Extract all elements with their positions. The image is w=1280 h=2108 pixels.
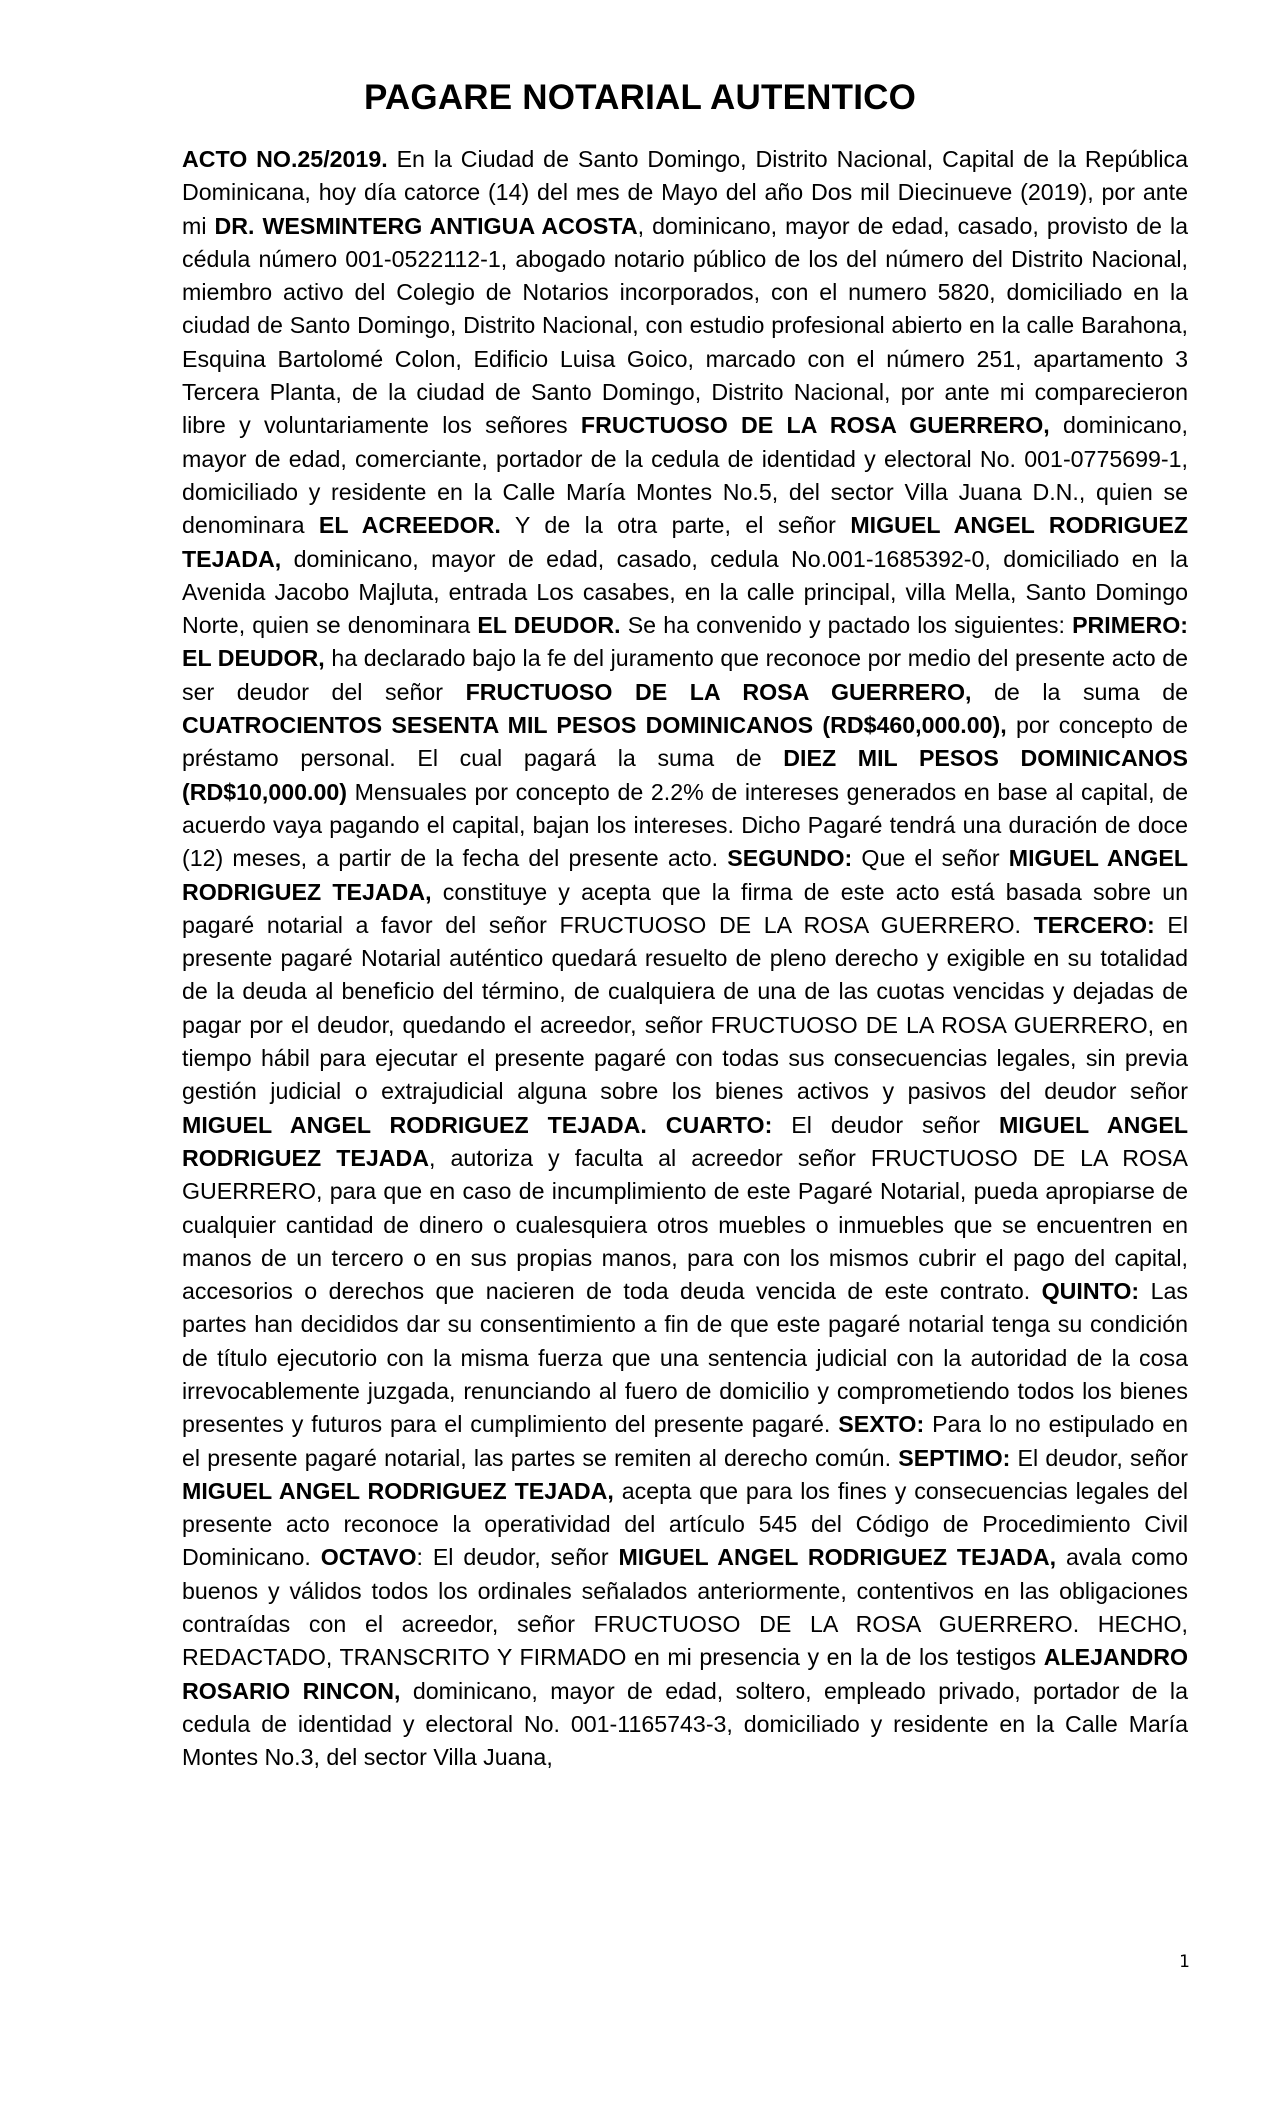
body-run: El deudor, señor: [1010, 1444, 1188, 1471]
body-run: , dominicano, mayor de edad, casado, provisto de la cédula número 001-0522112-1, abogado notario público de los del número del Distrito Nacional, miembro activo del Colegio de Notarios incorporados, con el numero 5820, domiciliado en la ciudad de Santo Domingo, Distrito Nacional, con estudio profesional abierto en la calle Barahona, Esquina Bartolomé Colon, Edificio Luisa Goico, marcado con el número 251, apartamento 3 Tercera Planta, de la ciudad de Santo Domingo, Distrito Nacional, por ante mi comparecieron libre y voluntariamente los señores: [182, 212, 1188, 439]
body-run: Y de la otra parte, el señor: [500, 512, 851, 539]
body-run-bold: DIEZ MIL PESOS DOMINICANOS (RD$10,000.00): [182, 745, 1188, 805]
body-run-bold: PRIMERO: EL DEUDOR,: [182, 612, 1188, 672]
body-run: constituye y acepta que la firma de este acto está basada sobre un pagaré notarial a favor del señor FRUCTUOSO DE LA ROSA GUERRERO.: [182, 878, 1189, 938]
body-run: Para lo no estipulado en el presente pagaré notarial, las partes se remiten al derecho común.: [182, 1411, 1188, 1471]
body-run-bold: SEPTIMO:: [898, 1444, 1011, 1471]
page-number: 1: [1179, 1952, 1190, 1972]
body-run-bold: ALEJANDRO ROSARIO RINCON,: [182, 1644, 1188, 1704]
document-title: PAGARE NOTARIAL AUTENTICO: [363, 78, 917, 117]
body-run: Que el señor: [852, 845, 1009, 872]
body-run: por concepto de préstamo personal. El cual pagará la suma de: [182, 712, 1188, 772]
body-run-bold: MIGUEL ANGEL RODRIGUEZ TEJADA,: [182, 512, 1188, 572]
body-run: : El deudor, señor: [416, 1544, 619, 1571]
body-run: Las partes han decididos dar su consentimiento a fin de que este pagaré notarial tenga su condición de título ejecutorio con la misma fuerza que una sentencia judicial con la autoridad de la cosa irrevocablemente juzgada, renunciando al fuero de domicilio y comprometiendo todos los bienes presentes y futuros para el cumplimiento del presente pagaré.: [182, 1278, 1188, 1438]
body-run: , autoriza y faculta al acreedor señor FRUCTUOSO DE LA ROSA GUERRERO, para que en caso de incumplimiento de este Pagaré Notarial, pueda apropiarse de cualquier cantidad de dinero o cualesquiera otros muebles o inmuebles que se encuentren en manos de un tercero o en sus propias manos, para con los mismos cubrir el pago del capital, accesorios o derechos que nacieren de toda deuda vencida de este contrato.: [182, 1144, 1188, 1305]
body-run-bold: OCTAVO: [320, 1544, 417, 1571]
body-run: avala como buenos y válidos todos los ordinales señalados anteriormente, contentivos en las obligaciones contraídas con el acreedor, señor FRUCTUOSO DE LA ROSA GUERRERO. HECHO, REDACTADO, TRANSCRITO Y FIRMADO en mi presencia y en la de los testigos: [182, 1544, 1188, 1671]
body-run-bold: FRUCTUOSO DE LA ROSA GUERRERO,: [465, 678, 972, 705]
body-run-bold: EL DEUDOR.: [477, 612, 621, 639]
body-run-bold: ACTO NO.25/2019.: [182, 146, 388, 172]
body-run: ha declarado bajo la fe del juramento que reconoce por medio del presente acto de ser deudor del señor: [182, 645, 1189, 705]
body-run-bold: MIGUEL ANGEL RODRIGUEZ TEJADA. CUARTO:: [182, 1111, 773, 1138]
body-run: de la suma de: [971, 678, 1188, 705]
body-run-bold: EL ACREEDOR.: [318, 512, 501, 539]
body-run-bold: QUINTO:: [1041, 1278, 1140, 1305]
body-run: Mensuales por concepto de 2.2% de intereses generados en base al capital, de acuerdo vaya pagando el capital, bajan los intereses. Dicho Pagaré tendrá una duración de doce (12) meses, a partir de la fecha del presente acto.: [182, 778, 1188, 872]
body-run-bold: SEGUNDO:: [727, 845, 853, 872]
document-body: [182, 143, 1188, 1775]
body-run-bold: MIGUEL ANGEL RODRIGUEZ TEJADA: [182, 1111, 1188, 1171]
body-run: El deudor señor: [772, 1111, 999, 1138]
body-run: Se ha convenido y pactado los siguientes:: [620, 612, 1073, 639]
body-run-bold: MIGUEL ANGEL RODRIGUEZ TEJADA,: [618, 1544, 1057, 1571]
body-run: dominicano, mayor de edad, soltero, empleado privado, portador de la cedula de identidad y electoral No. 001-1165743-3, domiciliado y residente en la Calle María Montes No.3, del sector Villa Juana,: [182, 1677, 1188, 1771]
body-run: dominicano, mayor de edad, comerciante, portador de la cedula de identidad y electoral No. 001-0775699-1, domiciliado y residente en la Calle María Montes No.5, del sector Villa Juana D.N., quien se denominara: [182, 412, 1188, 539]
body-run-bold: CUATROCIENTOS SESENTA MIL PESOS DOMINICANOS (RD$460,000.00),: [182, 712, 1007, 739]
body-run: acepta que para los fines y consecuencias legales del presente acto reconoce la operatividad del artículo 545 del Código de Procedimiento Civil Dominicano.: [182, 1477, 1188, 1571]
body-run-bold: MIGUEL ANGEL RODRIGUEZ TEJADA,: [182, 1477, 614, 1504]
body-run-bold: TERCERO:: [1033, 911, 1155, 938]
body-run-bold: DR. WESMINTERG ANTIGUA ACOSTA: [214, 212, 638, 239]
body-run-bold: SEXTO:: [838, 1411, 925, 1438]
body-run-bold: MIGUEL ANGEL RODRIGUEZ TEJADA,: [182, 845, 1188, 905]
body-run-bold: FRUCTUOSO DE LA ROSA GUERRERO,: [580, 412, 1050, 439]
body-run: El presente pagaré Notarial auténtico quedará resuelto de pleno derecho y exigible en su totalidad de la deuda al beneficio del término, de cualquiera de una de las cuotas vencidas y dejadas de pagar por el deudor, quedando el acreedor, señor FRUCTUOSO DE LA ROSA GUERRERO, en tiempo hábil para ejecutar el presente pagaré con todas sus consecuencias legales, sin previa gestión judicial o extrajudicial alguna sobre los bienes activos y pasivos del deudor señor: [182, 911, 1188, 1105]
body-run: En la Ciudad de Santo Domingo, Distrito Nacional, Capital de la República Dominicana, hoy día catorce (14) del mes de Mayo del año Dos mil Diecinueve (2019), por ante mi: [182, 146, 1188, 239]
body-run: dominicano, mayor de edad, casado, cedula No.001-1685392-0, domiciliado en la Avenida Jacobo Majluta, entrada Los casabes, en la calle principal, villa Mella, Santo Domingo Norte, quien se denominara: [182, 545, 1188, 639]
